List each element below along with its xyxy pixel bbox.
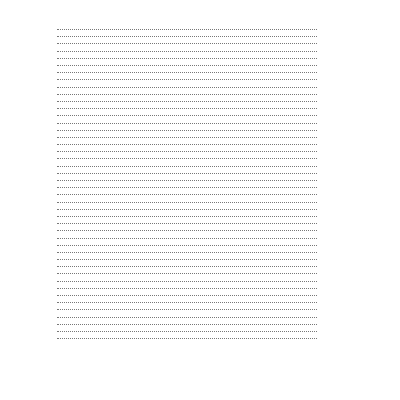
toc-entry: [41, 91, 333, 98]
toc-entry-leader: [57, 36, 317, 37]
toc-entry-leader: [57, 151, 317, 152]
toc-entry: [41, 148, 333, 155]
toc-entry-leader: [57, 87, 317, 88]
toc-entry-leader: [57, 273, 317, 274]
toc-entry: [41, 33, 333, 40]
toc-entry-leader: [57, 288, 317, 289]
toc-entry-leader: [57, 230, 317, 231]
toc-entry: [41, 213, 333, 220]
toc-entry-leader: [57, 187, 317, 188]
toc-entry: [41, 134, 333, 141]
toc-list: [41, 26, 333, 342]
toc-entry: [41, 40, 333, 47]
toc-entry: [41, 84, 333, 91]
toc-entry-leader: [57, 209, 317, 210]
toc-entry-leader: [57, 259, 317, 260]
toc-entry: [41, 206, 333, 213]
toc-entry-leader: [57, 144, 317, 145]
toc-entry: [41, 227, 333, 234]
toc-entry: [41, 256, 333, 263]
toc-entry-leader: [57, 245, 317, 246]
toc-entry-leader: [57, 79, 317, 80]
toc-entry: [41, 191, 333, 198]
toc-entry: [41, 112, 333, 119]
toc-entry-leader: [57, 238, 317, 239]
toc-entry: [41, 299, 333, 306]
toc-entry-leader: [57, 65, 317, 66]
toc-entry-leader: [57, 194, 317, 195]
toc-entry-leader: [57, 72, 317, 73]
toc-entry-leader: [57, 101, 317, 102]
toc-entry-leader: [57, 137, 317, 138]
toc-entry: [41, 76, 333, 83]
toc-entry-leader: [57, 51, 317, 52]
toc-entry-leader: [57, 58, 317, 59]
toc-entry-leader: [57, 202, 317, 203]
toc-entry-leader: [57, 130, 317, 131]
toc-entry-leader: [57, 94, 317, 95]
toc-entry: [41, 263, 333, 270]
toc-entry-leader: [57, 338, 317, 339]
toc-entry-leader: [57, 180, 317, 181]
toc-entry: [41, 26, 333, 33]
toc-entry: [41, 234, 333, 241]
toc-entry-leader: [57, 223, 317, 224]
toc-entry-leader: [57, 115, 317, 116]
toc-entry-leader: [57, 266, 317, 267]
toc-entry: [41, 177, 333, 184]
toc-entry: [41, 335, 333, 342]
toc-entry-leader: [57, 158, 317, 159]
toc-entry: [41, 163, 333, 170]
toc-entry: [41, 48, 333, 55]
toc-entry-leader: [57, 281, 317, 282]
toc-entry: [41, 314, 333, 321]
toc-entry: [41, 242, 333, 249]
toc-entry-leader: [57, 123, 317, 124]
toc-entry: [41, 306, 333, 313]
toc-entry: [41, 141, 333, 148]
toc-entry: [41, 62, 333, 69]
toc-entry-leader: [57, 309, 317, 310]
toc-entry-leader: [57, 216, 317, 217]
toc-entry: [41, 285, 333, 292]
toc-entry-leader: [57, 331, 317, 332]
toc-entry: [41, 105, 333, 112]
toc-entry: [41, 199, 333, 206]
toc-entry: [41, 249, 333, 256]
toc-entry: [41, 184, 333, 191]
toc-entry: [41, 292, 333, 299]
toc-entry-leader: [57, 43, 317, 44]
toc-entry: [41, 119, 333, 126]
toc-entry: [41, 278, 333, 285]
toc-entry: [41, 98, 333, 105]
toc-entry: [41, 127, 333, 134]
toc-entry-leader: [57, 302, 317, 303]
toc-entry-leader: [57, 317, 317, 318]
toc-entry-leader: [57, 166, 317, 167]
toc-entry: [41, 155, 333, 162]
toc-entry: [41, 321, 333, 328]
toc-entry: [41, 170, 333, 177]
toc-entry-leader: [57, 173, 317, 174]
toc-entry: [41, 270, 333, 277]
toc-entry-leader: [57, 295, 317, 296]
toc-entry: [41, 55, 333, 62]
toc-entry: [41, 69, 333, 76]
toc-entry-leader: [57, 29, 317, 30]
toc-entry-leader: [57, 108, 317, 109]
toc-entry-leader: [57, 252, 317, 253]
toc-entry: [41, 328, 333, 335]
toc-entry-leader: [57, 324, 317, 325]
toc-entry: [41, 220, 333, 227]
